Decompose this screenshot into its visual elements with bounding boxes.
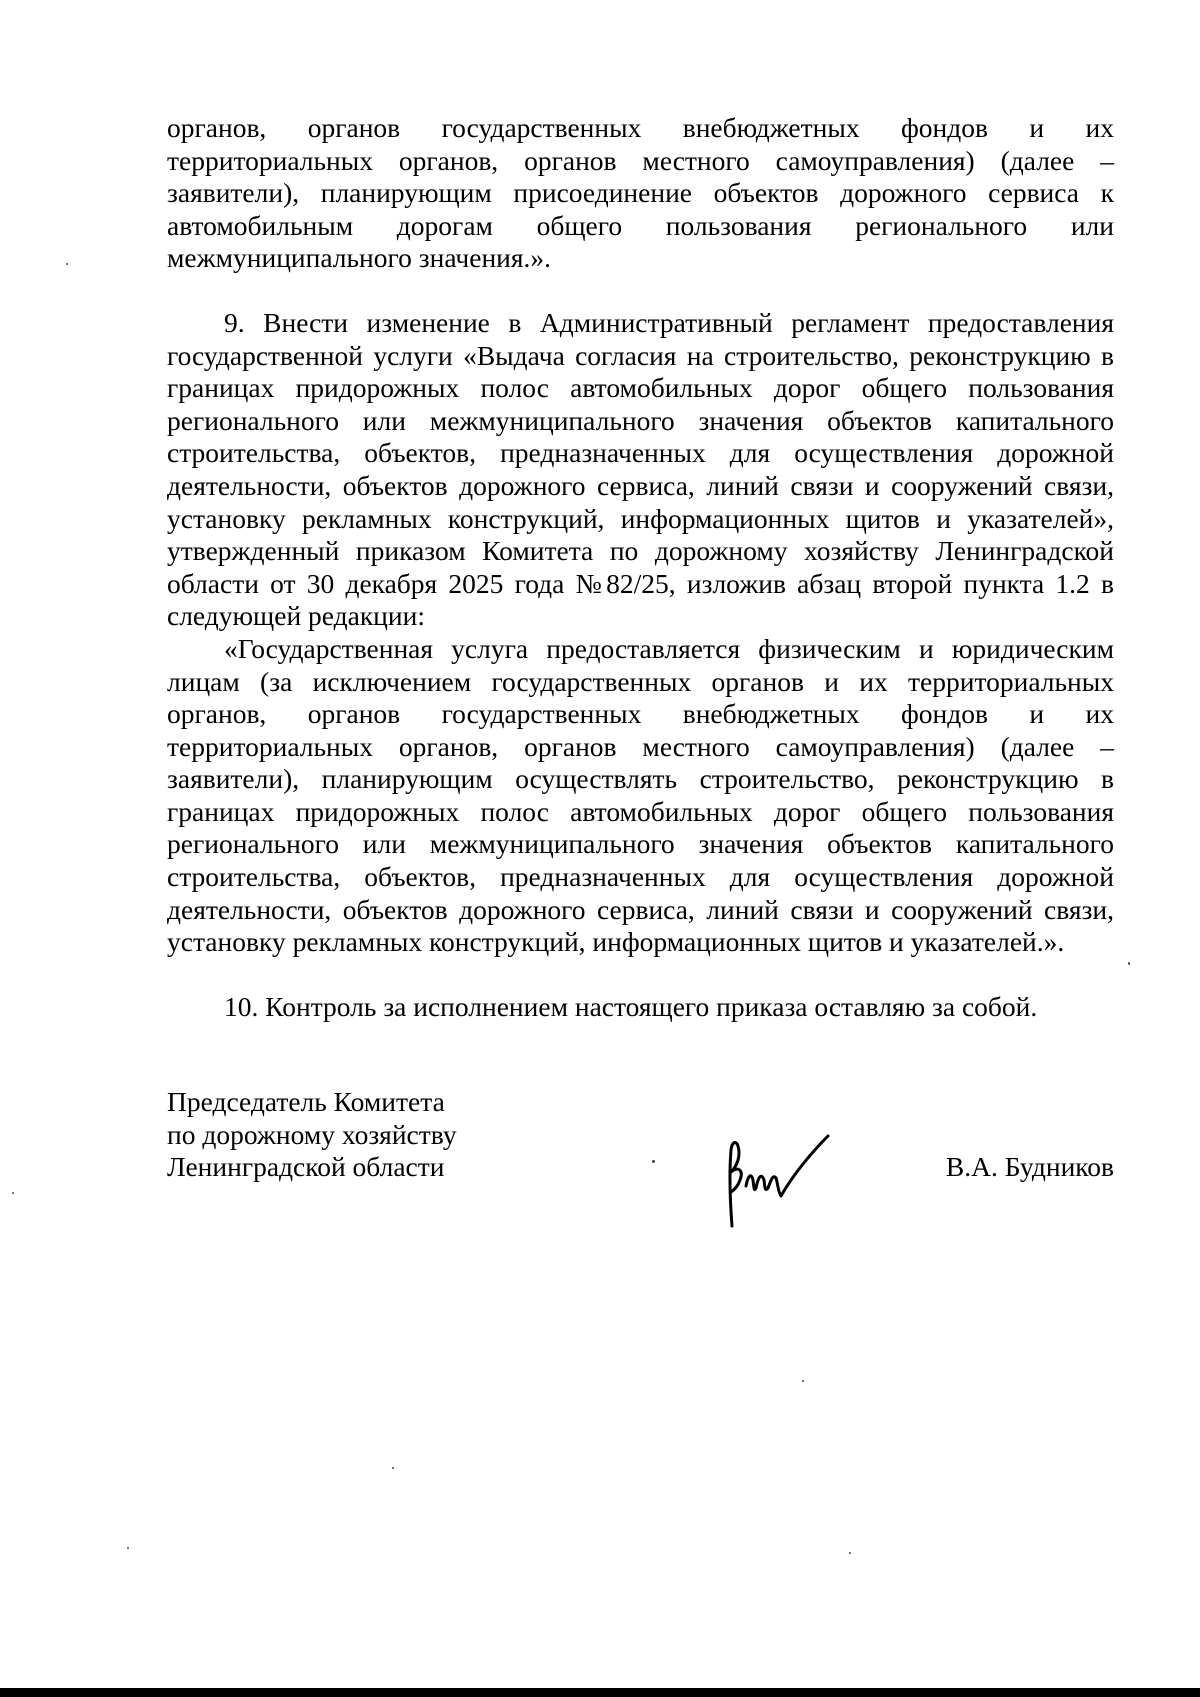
scan-speck [127,1547,129,1549]
signatory-position-line-3: Ленинградской области [167,1151,445,1183]
scan-bottom-edge [0,1688,1200,1697]
scan-speck [66,263,68,265]
scan-speck [652,1160,655,1163]
handwritten-signature [718,1130,858,1230]
document-body [167,112,1114,1023]
signatory-position-line-1: Председатель Комитета [167,1086,445,1117]
scan-speck [1128,962,1130,965]
scan-speck [849,1552,851,1554]
paragraph-quoted-amendment: «Государственная услуга предоставляется физическим и юридическим лицам (за исключением государственных органов и их территориальных органов, органов государственных внебюджетных фондов и их территориальных органов, органов местного самоуправления) (далее – заявители), планирующим осуществлять строительство, реконструкцию в границах придорожных полос автомобильных дорог общего пользования регионального или межмуниципального значения объектов капитального строительства, объектов, предназначенных для осуществления дорожной деятельности, объектов дорожного сервиса, линий связи и сооружений связи, установку рекламных конструкций, информационных щитов и указателей.». [167,632,1114,958]
signatory-position-line-2: по дорожному хозяйству [167,1118,457,1150]
paragraph-item-10: 10. Контроль за исполнением настоящего приказа оставляю за собой. [224,990,1038,1022]
paragraph-item-9: 9. Внести изменение в Административный регламент предоставления государственной услуги «Выдача согласия на строительство, реконструкцию в границах придорожных полос автомобильных дорог общего пользования регионального или межмуниципального значения объектов капитального строительства, объектов, предназначенных для осуществления дорожной деятельности, объектов дорожного сервиса, линий связи и сооружений связи, установку рекламных конструкций, информационных щитов и указателей», утвержденный приказом Комитета по дорожному хозяйству Ленинградской области от 30 декабря 2025 года №82/25, изложив абзац второй пункта 1.2 в следующей редакции: [167,306,1114,632]
signatory-position [167,1086,587,1184]
scan-speck [802,1380,804,1382]
signature-block [167,1086,1114,1226]
scan-speck [12,1192,14,1194]
paragraph-continuation: органов, органов государственных внебюджетных фондов и их территориальных органов, органов местного самоуправления) (далее – заявители), планирующим присоединение объектов дорожного сервиса к автомобильным дорогам общего пользования регионального или межмуниципального значения.». [167,112,1114,274]
scan-speck [392,1467,394,1469]
signatory-name: В.А. Будников [945,1151,1114,1182]
